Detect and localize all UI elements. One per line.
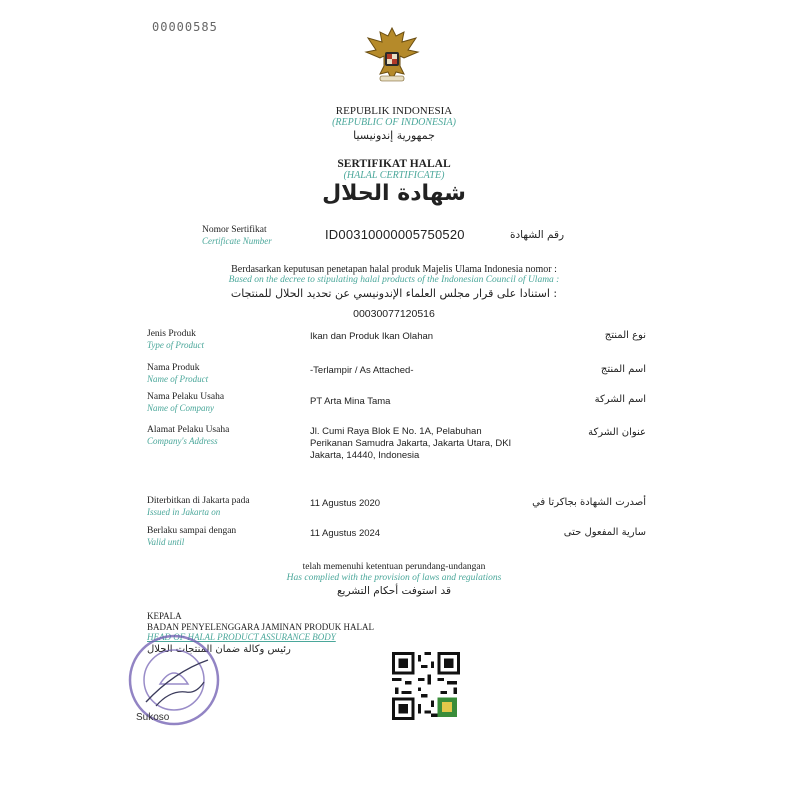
certificate-title-ar: شهادة الحلال [322, 181, 466, 206]
certificate-number-label: Nomor Sertifikat Certificate Number [202, 225, 272, 246]
valid-label: Berlaku sampai dengan Valid until [147, 526, 237, 547]
issued-label-ar: أصدرت الشهادة بجاكرتا في [532, 497, 646, 508]
compliance-text-en: Has complied with the provision of laws and regulations [286, 573, 502, 583]
certificate-number-label-ar: رقم الشهادة [510, 229, 565, 241]
field-address-label-ar: عنوان الشركة [588, 427, 646, 438]
issued-date: 11 Agustus 2020 [310, 498, 381, 509]
qr-code-icon [392, 652, 460, 720]
field-name-label: Nama Produk Name of Product [147, 363, 209, 384]
field-name-label-ar: اسم المنتج [600, 364, 646, 375]
decree-text: Berdasarkan keputusan penetapan halal produk Majelis Ulama Indonesia nomor : [231, 264, 557, 275]
field-address-value: Jl. Cumi Raya Blok E No. 1A, Pelabuhan Perikanan Samudra Jakarta, Jakarta Utara, DKI Jakarta, 14440, Indonesia [310, 426, 512, 461]
signatory-name: Sukoso [136, 712, 170, 723]
country-title-en: (REPUBLIC OF INDONESIA) [332, 117, 456, 128]
field-company-label: Nama Pelaku Usaha Name of Company [147, 392, 225, 413]
field-type-label: Jenis Produk Type of Product [147, 329, 204, 350]
decree-text-ar: استنادا على قرار مجلس العلماء الإندونيسي عن تحديد الحلال للمنتجات : [230, 287, 558, 300]
field-name-value: -Terlampir / As Attached- [310, 365, 414, 376]
certificate-title: SERTIFIKAT HALAL [337, 158, 451, 170]
certificate-title-en: (HALAL CERTIFICATE) [343, 170, 445, 181]
field-type-label-ar: نوع المنتج [604, 330, 646, 341]
compliance-text: telah memenuhi ketentuan perundang-undangan [302, 562, 486, 572]
decree-text-en: Based on the decree to stipulating halal products of the Indonesian Council of Ulama : [228, 275, 560, 285]
country-title: REPUBLIK INDONESIA [335, 105, 453, 117]
field-company-label-ar: اسم الشركة [594, 394, 646, 405]
valid-label-ar: سارية المفعول حتى [563, 527, 646, 538]
field-company-value: PT Arta Mina Tama [310, 396, 391, 407]
valid-date: 11 Agustus 2024 [310, 528, 381, 539]
certificate-number-value: ID00310000005750520 [325, 227, 465, 242]
signatory-block: KEPALA BADAN PENYELENGGARA JAMINAN PRODUK HALAL HEAD OF HALAL PRODUCT ASSURANCE BODY رئيس وكالة ضمان المنتجات الحلال [147, 611, 374, 655]
field-address-label: Alamat Pelaku Usaha Company's Address [147, 425, 230, 446]
decree-number: 00030077120516 [353, 308, 435, 320]
compliance-text-ar: قد استوفت أحكام التشريع [336, 585, 452, 597]
garuda-emblem-icon [360, 22, 424, 86]
country-title-ar: جمهورية إندونيسيا [353, 129, 435, 142]
serial-number: 00000585 [152, 20, 218, 34]
issued-label: Diterbitkan di Jakarta pada Issued in Jakarta on [147, 496, 250, 517]
field-type-value: Ikan dan Produk Ikan Olahan [310, 331, 434, 342]
